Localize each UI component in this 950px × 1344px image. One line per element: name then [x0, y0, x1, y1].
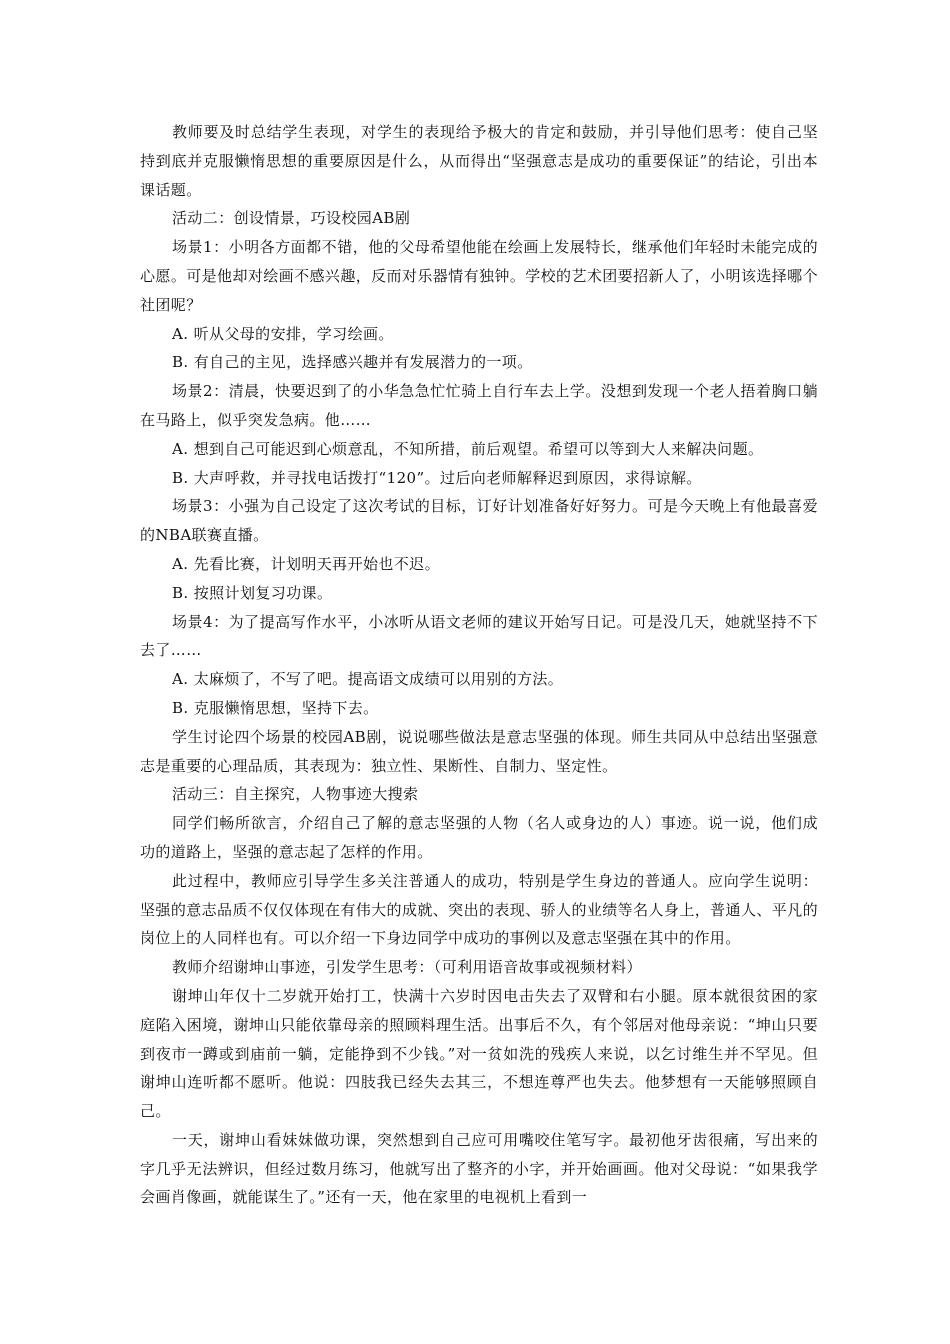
paragraph-scene-1-option-b: B. 有自己的主见，选择感兴趣并有发展潜力的一项。: [172, 353, 533, 372]
paragraph-scene-3-option-a: A. 先看比赛，计划明天再开始也不迟。: [172, 554, 440, 573]
paragraph-scene-2: 场景2：清晨，快要迟到了的小华急急忙忙骑上自行车去上学。没想到发现一个老人捂着胸口躺在马路上，似乎突发急病。他……: [140, 382, 818, 429]
paragraph-scene-2-option-b: B. 大声呼救，并寻找电话拨打“120”。过后向老师解释迟到原因，求得谅解。: [172, 468, 702, 487]
paragraph-summary: 教师要及时总结学生表现，对学生的表现给予极大的肯定和鼓励，并引导他们思考：使自己坚持到底并克服懒惰思想的重要原因是什么，从而得出“坚强意志是成功的重要保证”的结论，引出本课话题。: [140, 123, 818, 199]
paragraph-scene-4-option-b: B. 克服懒惰思想，坚持下去。: [172, 698, 379, 717]
paragraph-activity-three-heading: 活动三：自主探究，人物事迹大搜索: [172, 785, 419, 804]
paragraph-teacher-guidance: 此过程中，教师应引导学生多关注普通人的成功，特别是学生身边的普通人。应向学生说明：坚强的意志品质不仅仅体现在有伟大的成就、突出的表现、骄人的业绩等名人身上，普通人、平凡的岗位上的人同样也有。可以介绍一下身边同学中成功的事例以及意志坚强在其中的作用。: [140, 871, 818, 948]
paragraph-introduce-xie: 教师介绍谢坤山事迹，引发学生思考：（可利用语音故事或视频材料）: [172, 958, 642, 977]
paragraph-scene-1-option-a: A. 听从父母的安排，学习绘画。: [172, 324, 394, 343]
paragraph-scene-2-option-a: A. 想到自己可能迟到心烦意乱，不知所措，前后观望。希望可以等到大人来解决问题。: [172, 439, 764, 458]
paragraph-discussion: 学生讨论四个场景的校园AB剧，说说哪些做法是意志坚强的体现。师生共同从中总结出坚强意志是重要的心理品质，其表现为：独立性、果断性、自制力、坚定性。: [140, 727, 818, 775]
paragraph-activity-two-heading: 活动二：创设情景，巧设校园AB剧: [172, 209, 411, 228]
paragraph-students-share: 同学们畅所欲言，介绍自己了解的意志坚强的人物（名人或身边的人）事迹。说一说，他们成功的道路上，坚强的意志起了怎样的作用。: [140, 814, 818, 861]
paragraph-xie-story-2: 一天，谢坤山看妹妹做功课，突然想到自己应可用嘴咬住笔写字。最初他牙齿很痛，写出来的字几乎无法辨识，但经过数月练习，他就写出了整齐的小字，并开始画画。他对父母说：“如果我学会画肖像画，就能谋生了。”还有一天，他在家里的电视机上看到一: [140, 1130, 818, 1207]
paragraph-scene-3-option-b: B. 按照计划复习功课。: [172, 583, 333, 602]
paragraph-scene-3: 场景3：小强为自己设定了这次考试的目标，订好计划准备好好努力。可是今天晚上有他最喜爱的NBA联赛直播。: [140, 497, 818, 545]
paragraph-scene-1: 场景1：小明各方面都不错，他的父母希望他能在绘画上发展特长，继承他们年轻时未能完成的心愿。可是他却对绘画不感兴趣，反而对乐器情有独钟。学校的艺术团要招新人了，小明该选择哪个社团呢？: [140, 238, 818, 314]
document-body: [140, 118, 818, 1212]
paragraph-scene-4: 场景4：为了提高写作水平，小冰听从语文老师的建议开始写日记。可是没几天，她就坚持不下去了……: [140, 612, 818, 660]
paragraph-scene-4-option-a: A. 太麻烦了，不写了吧。提高语文成绩可以用别的方法。: [172, 670, 564, 689]
paragraph-xie-story-1: 谢坤山年仅十二岁就开始打工，快满十六岁时因电击失去了双臂和右小腿。原本就很贫困的家庭陷入困境，谢坤山只能依靠母亲的照顾料理生活。出事后不久，有个邻居对他母亲说：“坤山只要到夜市一蹲或到庙前一躺，定能挣到不少钱。”对一贫如洗的残疾人来说，以乞讨维生并不罕见。但谢坤山连听都不愿听。他说：四肢我已经失去其三，不想连尊严也失去。他梦想有一天能够照顾自己。: [140, 986, 818, 1121]
